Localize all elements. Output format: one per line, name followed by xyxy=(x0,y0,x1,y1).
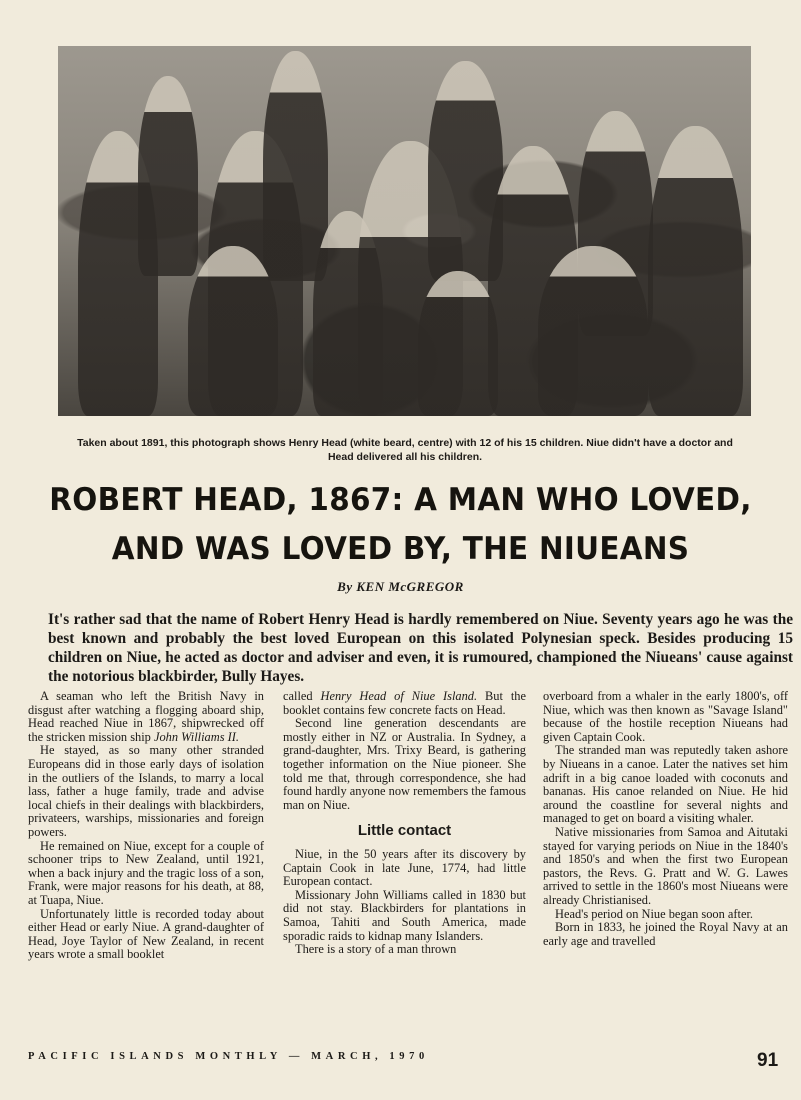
intro-paragraph: It's rather sad that the name of Robert Henry Head is hardly remembered on Niue. Seventy years ago he was the best known and probably the best loved European on this isolated Polynesian speck. Besides producing 15 children on Niue, he acted as doctor and adviser and even, it is rumoured, championed the Niueans' cause against the notorious blackbirder, Bully Hayes. xyxy=(48,611,793,685)
page-number: 91 xyxy=(757,1050,779,1071)
paragraph: called Henry Head of Niue Island. But the booklet contains few concrete facts on Head. xyxy=(283,689,526,717)
paragraph: Second line generation descendants are mostly either in NZ or Australia. In Sydney, a grand-daughter, Mrs. Trixy Beard, is gathering together information on the Niue pioneer. She told me that, through correspondence, she had found hardly anyone now remembers the famous man on Niue. xyxy=(283,716,526,812)
paragraph: overboard from a whaler in the early 1800's, off Niue, which was then known as "Savage Island" because of the hostile reception Niueans had given Captain Cook. xyxy=(543,689,788,744)
byline: By KEN McGREGOR xyxy=(337,579,464,594)
photo-caption: Taken about 1891, this photograph shows Henry Head (white beard, centre) with 12 of his 15 children. Niue didn't have a doctor and Head delivered all his children. xyxy=(77,437,733,463)
column-3 xyxy=(543,690,788,948)
paragraph: He stayed, as so many other stranded Europeans did in those early days of isolation in the outliers of the Islands, to marry a local lass, father a huge family, trade and advise local chiefs in their dealings with blackbirders, privateers, warships, missionaries and foreign powers. xyxy=(28,743,264,839)
paragraph: Head's period on Niue began soon after. xyxy=(555,906,754,921)
headline-line-2: AND WAS LOVED BY, THE NIUEANS xyxy=(111,531,690,567)
family-photograph xyxy=(58,46,751,416)
paragraph: Native missionaries from Samoa and Aitutaki stayed for varying periods on Niue in the 1840's and 1850's and when the first two European pastors, the Revs. G. Pratt and W. G. Lawes arrived to settle in the 1860's most Niueans were already Christianised. xyxy=(543,824,788,907)
paragraph: The stranded man was reputedly taken ashore by Niueans in a canoe. Later the natives set him adrift in a big canoe loaded with coconuts and bananas. His canoe relanded on Niue. He hid around the coastline for several nights and managed to get on board a visiting whaler. xyxy=(543,743,788,826)
headline-line-1: ROBERT HEAD, 1867: A MAN WHO LOVED, xyxy=(49,482,752,518)
column-1 xyxy=(28,690,264,962)
paragraph: Missionary John Williams called in 1830 but did not stay. Blackbirders for plantations in Samoa, Tahiti and South America, made sporadic raids to kidnap many Islanders. xyxy=(283,887,526,943)
running-footer: PACIFIC ISLANDS MONTHLY — MARCH, 1970 xyxy=(28,1051,429,1062)
paragraph: A seaman who left the British Navy in disgust after watching a flogging aboard ship, Head reached Niue in 1867, shipwrecked off the stricken mission ship John Williams II. xyxy=(28,689,264,744)
column-2 xyxy=(283,690,526,957)
subheading: Little contact xyxy=(357,822,452,840)
paragraph: There is a story of a man thrown xyxy=(295,942,457,957)
paragraph: He remained on Niue, except for a couple of schooner trips to New Zealand, until 1921, when a back injury and the tragic loss of a son, Frank, were major reasons for his death, at 88, at Tuapa, Niue. xyxy=(28,838,264,907)
paragraph: Niue, in the 50 years after its discovery by Captain Cook in late June, 1774, had little European contact. xyxy=(283,846,526,889)
paragraph: Unfortunately little is recorded today about either Head or early Niue. A grand-daughter of Head, Joye Taylor of New Zealand, in recent years wrote a small booklet xyxy=(28,906,264,962)
paragraph: Born in 1833, he joined the Royal Navy at an early age and travelled xyxy=(543,920,788,948)
